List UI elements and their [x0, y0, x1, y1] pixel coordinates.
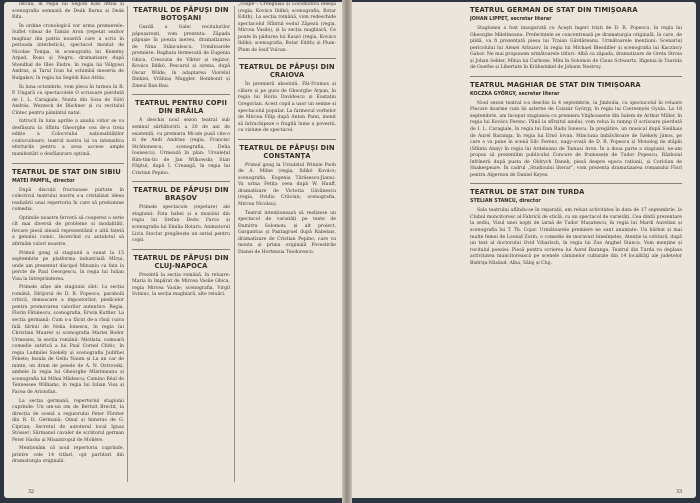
paragraph: Noul sezon teatral s-a deschis la 4 septembrie, la Jimbolia, cu spectacolul în reluare Flecare doarme cum își așterne de Csiszár György, în regia lui Cseresnyés Gyula. La 18 septembrie, am început stagiunea cu premiera Vinjhoaserie din Salem de Arthur Miller, în regia lui Kovács Ferenc. Până la sfîrșitul anului, vom relua la ramnp O scrisoare pierdută de I. L. Caragiale, în regia lui Dan Radu Ionescu. În pregătire, un musical după Sieilhais de Aurel Baranga, în regia lui Ernö Iovan, Minciuna îmbăvătoare de Székely János, pe care o va pune în scenă Silc Ferenc, nagy-ovață de D. R. Popescu și Monolog de stăpîn (Sfânta Anny) în regia lui Ardeleanu de Tamasi Aron. În a doua parte a stagiunii, ne-am propus să prezentăm publicului Concurs de frumusețe de Tudor Popescu, Războiul înfrînerii după pusta de Oldrych Danek, piesă despre epoca rațiunii, și Coriolan de Shakespeare. În cadrul „Studioului literar”, vom prezenta dramatizarea romanului Flori pentru Algernon de Daniel Keyes. [470, 100, 682, 178]
paragraph: Primul gong al stagiunii a sunat la 15 septembrie pe platforma industrială Mîrșa, unde am prezentat discipol Minuniu ca fata la percte de Paul Georgescu, în regia lui Iulian Visa la întreprinderea. [12, 250, 124, 282]
section-rule [12, 163, 124, 164]
column-divider [234, 6, 235, 482]
left-column-1 [12, 2, 124, 484]
paragraph: Istvan, în regia lui Segödi Kiss Attila și scenografia semnată de Deák Barna și Deák Rita. [12, 2, 124, 21]
paragraph: În luna octombrie, vom pleca în turneu în R. P. Ungară cu spectacolele O scrisoare pierdută de I. L. Caragiale, Nunta din Sosa de Sütö András, Wozzeck de Büchner și cu recitalul Cîntec pentru pămîntul natal. [12, 84, 124, 116]
section-heading: TEATRUL PENTRU COPII DIN BRĂILA [135, 99, 227, 116]
section-heading: TEATRUL DE PĂPUȘI DIN CONSTANȚA [239, 143, 335, 160]
paragraph: Prezintă la secția română, în reluare: Maria în împărat de Mircea Vasile Ghica, regia Mircea Vasile; scenografia, Virgil Sviniuc, la secția maghiară, alte reluări. [132, 272, 230, 298]
paragraph: Menționăm că noul repertoriu cuprinde, printre cele 14 titluri, opt partituri din dramaturgia originală. [12, 446, 124, 465]
paragraph: A deschis noul sezon teatral sub semnul sărbătoririi a 30 de ani de existență, cu premiera Mi-am pusă cite-o zi de Andi Andrieș (regia, Francisc Strătionescu; scenografia, Delia Ioanescu). Urmează în plan: Ursulețul Rim-tim-tic de Jan Wilkowski; Stan Păţitul, după I. Creangă, în regia lui Cristian Pepino. [132, 118, 230, 176]
right-column-1 [470, 2, 682, 484]
paragraph: Sala teatrului aflîndu-se în reparații, am reluat activitatea în data de 17 septembrie, la Clubul muncitoresc al Fabricii de sticlă, cu un spectacol de varietăți. Cea dintîi prezentare la sediu, Visul unei nopți de iarnă de Tudor Mușatescu, în regia lui Mardi Aurelian și scenografia lui T. Th. Cojar. Următoarele premiere ne sunt anunțate: Un bărbat și mai multe femei de Leonid Zorin, o comedie de moravuri bineînţeles, Atenție la cotitură, după un text al doctorului Ovid Vibarisch, în regia lui Zoe Anghel Stanca. Vom menţine și recitalul poeziei: Piesă pentru scrierea lui Aurel Baranga. Teatrul din Turda va deplasa activitatea muncitorească pe scenele căminelor culturale din 14 localităţi ale județelor Bistriţa-Năsăud, Alba, Sălaj și Cluj. [470, 208, 682, 266]
section-rule [132, 249, 230, 250]
author-line: JOHAN LIPPET, secretar literar [470, 17, 552, 22]
section-heading: TEATRUL DE PĂPUȘI DIN BOTOȘANI [133, 6, 229, 22]
section-rule [132, 181, 230, 182]
paragraph: Intrucît în luna aprilie a anului viitor se va desfășura la Sfîntu Gheorghe cea de-a treia ediție a Colocviului naționalităților conlocuitoare, teatrul nostru își va intensifica eforturile pentru a avea accese ample manifestări o desfășurare optimă. [12, 119, 124, 158]
author-line: MATEI PAMFIL, director [12, 178, 75, 184]
section-heading: TEATRUL DE PĂPUȘI DIN CLUJ-NAPOCA [133, 253, 229, 270]
section-rule [238, 139, 336, 140]
section-heading: TEATRUL DE STAT DIN SIBIU [12, 167, 121, 176]
section-rule [470, 183, 682, 184]
paragraph: În premieră absolută, Făt-Frumos și călare și pe gura de Gheorghe Arpan, în regia lui Horia Davidescu și Eustațiu Gregorian. Acest copil a ușor un semne și spectacolul popular. La farmecul vorbelor de Mircea Filip după Anton Pann, menit să întruchipeze o fragilă lume a poveștii, cu viziune de spectacol. [238, 82, 336, 134]
paragraph: În ordine cronologică vor urma premierele: Suflet viteaz de Tamás Aron (repetat sezitor maghiar din patria noastră care a scris în perioada interbelică), spectacol montat de Nicolae Tompa, în scenografia lui Kemény Arpad, Roșu și Negru, dramatizare după Stendhal de Illés Endre, în regia lui Völgyesi Andras, și Tarul Ivan lui schimbă meseria de Bulgakov, în regia lui Segödi Kiss Attila. [12, 23, 124, 82]
paragraph: Primul gong la Ursulețul Winnie Pooh de A. Milne (regia, Ildikó Kovács; scenografia, Eugenia Tărăsescu-Jianu). Va urma Fetița ceea după W. Hauff, dramatizare de Victoria Găvănescu (regia, Ovidiu Crăciun; scenografia, Mircea Nicolau). [238, 162, 336, 208]
paragraph: Primele afișe ale stagiunii sînt: 1a secția română, Dirijorul de D. R. Popescu, parabolă critică, demascare a impostorilor, piedicelor pentru promovarea valorilor autentice. Regia, Florin Fătulescu, scenografia, Erwin Kuttler. La secția germană: Cum s-a făcut de-a rîsul cuiva fală hîrtoii de Neka Ionescu, în regia lui Christian Maurer și scenografia Mariei Bodor Urmeanu, la secția română: Mistlata, comoară comedie satirică a lui Paul Cornel Chitic, în regia Ludmilei Szekély și scenografia Judithei Fekete; Insula de Gellu Naum și La un car de minte, un dram de pesele de A. N. Ostrovski, ambele în regia lui Gheorghe Miletineanu și scenografia lui Mihai Mădescu; Camino Réal de Tennessee Williams, în regia lui Iulian Visa și Pacea de Aristofan. [12, 285, 124, 395]
section-heading: TEATRUL MAGHIAR DE STAT DIN TIMIȘOARA [470, 80, 641, 89]
section-rule [470, 76, 682, 77]
paragraph: „coupe”: Crengușia și Locomotiva leneşă (regia, Kovács Ildikó; scenografia, Botar Edith). La secția română, vom redeschide spectacolul Sfântul eodul Zăpezii (regia, Mircea Vasile), și la secția maghiară, Ce poate în pădurea lui Kaszó (regia, Kovács Ildikó; scenografia, Botar Edith) și Plum-Plum de Iosif Vulcan. [238, 2, 336, 53]
section-heading: TEATRUL GERMAN DE STAT DIN TIMIȘOARA [470, 6, 638, 14]
paragraph: La secția germană, repertoriul stagiunii cuprinde: Un om-un om de Bertolt Brecht, la direcția de scenă a regizorului Peter Förster din R. D. Germană; Omul și himeras de G. Ciprian; Secretul de autoterul local Ignaz Stösser; Sărmanul cavaler de scriitorul german Peter Hacks și Misantropul de Molière. [12, 398, 124, 443]
paragraph: După discuții fructuoase purtate în colectivul teatrului nostru s-a cristalizat ideea realizării unui repertoriu în care să predomine comedia. [12, 187, 124, 213]
author-line: STELIAN STANCU, director [470, 199, 541, 205]
section-heading: TEATRUL DE PĂPUȘI DIN BRAȘOV [133, 186, 229, 203]
paragraph: Teatrul intenționează să realizeze un spectacol de varietăți pe texte de Dumitru Solomon; și alt proiect, Gargantua și Pantagruel după Rabelais, dramatizare de Cristian Pepino, care va monta și prima originală Povestirile Dianei de Hortensia Teodorescu. [238, 210, 336, 255]
section-heading: TEATRUL DE STAT DIN TURDA [470, 188, 585, 197]
section-heading: TEATRUL DE PĂPUȘI DIN CRAIOVA [239, 63, 335, 80]
paragraph: Gazdă a Galei recitalurilor păpușarești, vom prezenta: Zăpada păpușie în poezia mereu, dramatizarea de Nina Stănculescu. Următoarele premiere: Baghata fermecată de Eugenia Ghica, Cresoizia de Viktor și regizor, Kovács Ildikó, Pescarul și sirena, după Oscar Wilde, în adaptarea Viorelul Ilinkiei, Vrăbiaș Muggler, Bombonit și Zmeul Ban-Bau. [132, 25, 230, 89]
section-rule [238, 58, 336, 59]
section-rule [132, 94, 230, 95]
paragraph: Optimile noastre ferveră să cooperez o serie cît mai diversă de probleme și modalități, fiecare piesă aleasă reprezentând o altă fațetă a genului comic, încercînd cu antidotul să afirmăm valori noastre. [12, 215, 124, 247]
paragraph: Primele spectacole (repetare) ale stagiunii: Fata babei și a moșului din regia lui Ștefan Dedu Farca și scenografia lui Emilia Rotaru. Animatorul Liviu Stoclur pregătește un serial pentru copii. [132, 205, 230, 244]
book-gutter [342, 0, 352, 503]
left-column-3 [238, 2, 336, 484]
left-column-2 [132, 2, 230, 484]
page-number: 32 [28, 489, 34, 495]
column-divider [127, 6, 128, 482]
author-line: KOCZKA GYÖRGY, secretar literar [470, 91, 560, 97]
left-page [4, 2, 342, 498]
right-page [352, 2, 696, 498]
page-number: 33 [676, 489, 682, 495]
paragraph: Stagiunea a fost inaugurată cu Aceşti îngeri triști de D. R. Popescu, în regia lui Gheorghe Miletineanu. Preferințele se concentrează pe dramaturgia originală, în care, de pildă, va fi prezentată piesa lui Traian Gărdăreanu. Următoarele mențiuni: Scenariul pericolului lui Alexei Arbuzov, în regia lui Michael Blesdiller și scenografia lui Kaczincy Gabor. Ne mai propunem următoarele titluri: Albă ca zăpada, dramatizare de Greta Stroia și Johan Sekler, Mînia lui Carbone, Mîni în Solomon de Claus Schwartz, Ifigenia în Taurida de Goethe și Libertate în Krähwinkel de Johann Nestroy. [470, 26, 682, 71]
